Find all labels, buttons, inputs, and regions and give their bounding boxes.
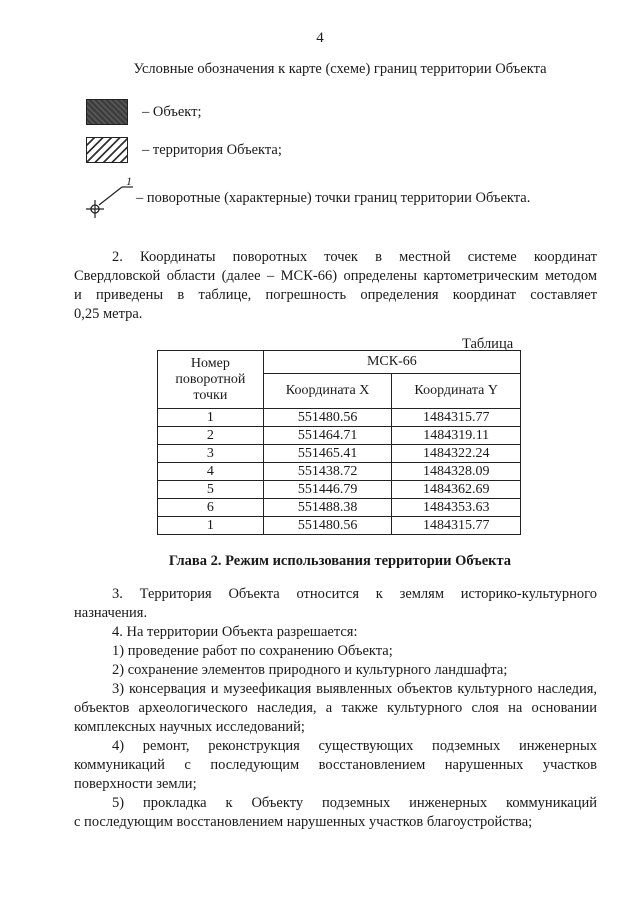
body-line: объектов археологического наследия, а также культурного слоя на основании <box>74 700 597 716</box>
header-coordinate-y: Координата Y <box>392 374 521 409</box>
body-line: 1) проведение работ по сохранению Объекта; <box>112 643 393 659</box>
body-paragraph <box>74 623 597 642</box>
cell-point-number: 2 <box>158 427 264 445</box>
header-coordinate-x: Координата X <box>263 374 392 409</box>
cell-coordinate-x: 551465.41 <box>263 445 392 463</box>
body-line: 4. На территории Объекта разрешается: <box>112 624 358 640</box>
cell-coordinate-y: 1484322.24 <box>392 445 521 463</box>
cell-coordinate-x: 551480.56 <box>263 409 392 427</box>
page-number: 4 <box>316 30 324 46</box>
boundary-point-icon <box>80 175 136 221</box>
territory-swatch <box>86 137 128 163</box>
body-line: коммуникаций с последующим восстановлением нарушенных участков <box>74 757 597 773</box>
table-row <box>158 481 521 499</box>
paragraph-2-line: и приведены в таблице, погрешность определения координат составляет <box>74 287 597 303</box>
cell-point-number: 3 <box>158 445 264 463</box>
cell-point-number: 1 <box>158 517 264 535</box>
body-paragraph <box>74 680 597 737</box>
body-line: 4) ремонт, реконструкция существующих подземных инженерных <box>112 738 597 754</box>
legend-label-points: – поворотные (характерные) точки границ территории Объекта. <box>136 189 531 206</box>
cell-coordinate-x: 551446.79 <box>263 481 392 499</box>
body-paragraph <box>74 794 597 832</box>
table-row <box>158 463 521 481</box>
paragraph-2-line: 2. Координаты поворотных точек в местной системе координат <box>112 249 597 265</box>
body-line: комплексных научных исследований; <box>74 719 305 735</box>
legend-label-territory: – территория Объекта; <box>142 141 282 158</box>
header-point-number: Номер поворотной точки <box>158 351 264 409</box>
table-row <box>158 427 521 445</box>
cell-coordinate-x: 551480.56 <box>263 517 392 535</box>
body-line: 2) сохранение элементов природного и культурного ландшафта; <box>112 662 508 678</box>
body-paragraph <box>74 737 597 794</box>
cell-coordinate-y: 1484328.09 <box>392 463 521 481</box>
body-line: назначения. <box>74 605 148 621</box>
body-line: 3) консервация и музеефикация выявленных объектов культурного наследия, <box>112 681 597 697</box>
body-line: 5) прокладка к Объекту подземных инженерных коммуникаций <box>112 795 597 811</box>
legend-item-points <box>80 175 530 221</box>
object-swatch <box>86 99 128 125</box>
cell-coordinate-y: 1484315.77 <box>392 409 521 427</box>
table-row <box>158 445 521 463</box>
paragraph-2-line: Свердловской области (далее – МСК-66) определены картометрическим методом <box>74 268 597 284</box>
table-row <box>158 499 521 517</box>
paragraph-2 <box>74 248 597 324</box>
cell-coordinate-y: 1484362.69 <box>392 481 521 499</box>
body-line: с последующим восстановлением нарушенных участков благоустройства; <box>74 814 533 830</box>
legend-item-object <box>86 97 202 127</box>
cell-coordinate-y: 1484319.11 <box>392 427 521 445</box>
cell-point-number: 1 <box>158 409 264 427</box>
cell-point-number: 5 <box>158 481 264 499</box>
coordinates-table <box>157 350 521 535</box>
table-body <box>158 409 521 535</box>
paragraph-2-line: 0,25 метра. <box>74 306 143 322</box>
legend-label-object: – Объект; <box>142 103 202 120</box>
body-paragraph <box>74 642 597 661</box>
legend-title: Условные обозначения к карте (схеме) границ территории Объекта <box>133 61 547 77</box>
cell-coordinate-x: 551438.72 <box>263 463 392 481</box>
cell-coordinate-x: 551488.38 <box>263 499 392 517</box>
body-paragraph <box>74 585 597 623</box>
point-marker-label: 1 <box>126 175 132 188</box>
legend-item-territory <box>86 135 282 165</box>
body-paragraph <box>74 661 597 680</box>
header-coordinate-system: МСК-66 <box>263 351 520 374</box>
body-line: 3. Территория Объекта относится к землям историко-культурного <box>112 586 597 602</box>
chapter-title: Глава 2. Режим использования территории Объекта <box>168 553 512 569</box>
table-caption: Таблица <box>462 336 514 352</box>
cell-coordinate-y: 1484315.77 <box>392 517 521 535</box>
cell-point-number: 6 <box>158 499 264 517</box>
cell-coordinate-y: 1484353.63 <box>392 499 521 517</box>
table-row <box>158 517 521 535</box>
table-row <box>158 409 521 427</box>
body-line: поверхности земли; <box>74 776 197 792</box>
cell-coordinate-x: 551464.71 <box>263 427 392 445</box>
cell-point-number: 4 <box>158 463 264 481</box>
